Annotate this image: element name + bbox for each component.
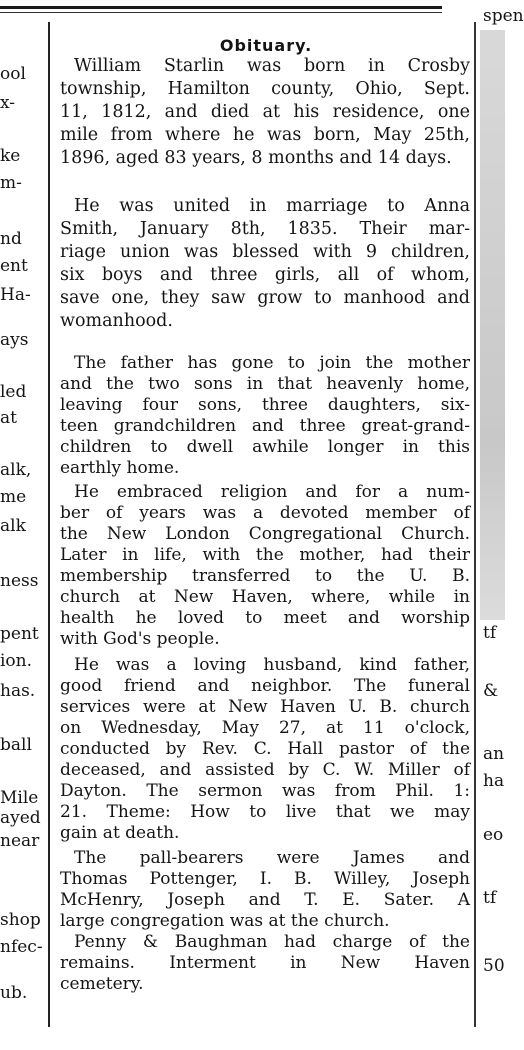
article-line: Penny & Baughman had charge of the [74, 932, 470, 952]
left-column-fragment: nd [0, 229, 22, 249]
top-rule-thin [0, 12, 442, 13]
article-line: church at New Haven, where, while in [60, 587, 470, 607]
left-column-fragment: ness [0, 571, 39, 591]
article-line: womanhood. [60, 311, 173, 331]
article-line: mile from where he was born, May 25th, [60, 125, 470, 145]
article-paragraph [60, 198, 470, 336]
article-line: teen grandchildren and three great-grand- [60, 416, 470, 436]
left-column-fragment: at [0, 408, 17, 428]
left-column-fragment: x- [0, 93, 16, 113]
left-column-fragment: Mile [0, 788, 39, 808]
article-paragraph [60, 58, 470, 173]
right-column-fragment: tf [483, 888, 497, 908]
article-line: 21. Theme: How to live that we may [60, 802, 470, 822]
article-line: and the two sons in that heavenly home, [60, 374, 470, 394]
right-column-fragment: eo [483, 825, 504, 845]
left-column-fragment: ayed [0, 808, 41, 828]
article-line: McHenry, Joseph and T. E. Sater. A [60, 890, 470, 910]
article-line: membership transferred to the U. B. [60, 566, 470, 586]
article-line: riage union was blessed with 9 children, [60, 242, 470, 262]
right-column-fragment: spen [483, 6, 524, 26]
article-line: Smith, January 8th, 1835. Their mar- [60, 219, 470, 239]
article-line: The father has gone to join the mother [74, 353, 470, 373]
right-column-fragment: an [483, 744, 505, 764]
top-rule [0, 6, 442, 9]
right-column-fragment: tf [483, 623, 497, 643]
article-line: large congregation was at the church. [60, 911, 390, 931]
article-line: the New London Congregational Church. [60, 524, 470, 544]
article-line: save one, they saw grow to manhood and [60, 288, 470, 308]
right-column-rule [474, 22, 476, 1027]
left-column-fragment: led [0, 382, 27, 402]
article-line: 11, 1812, and died at his residence, one [60, 102, 470, 122]
article-line: ber of years was a devoted member of [60, 503, 470, 523]
article-line: remains. Interment in New Haven [60, 953, 470, 973]
article-line: six boys and three girls, all of whom, [60, 265, 470, 285]
article-title: Obituary. [219, 36, 313, 55]
left-column-fragment: ays [0, 330, 29, 350]
left-column-fragment: ool [0, 64, 26, 84]
left-column-fragment: ball [0, 735, 32, 755]
article-line: with God's people. [60, 629, 220, 649]
article-paragraph [60, 657, 470, 846]
left-column-fragment: has. [0, 681, 36, 701]
article-line: 1896, aged 83 years, 8 months and 14 days. [60, 148, 452, 168]
article-line: earthly home. [60, 458, 180, 478]
adjacent-photo-fragment [480, 30, 505, 620]
article-paragraph [60, 850, 470, 934]
left-column-fragment: Ha- [0, 285, 31, 305]
article-line: health he loved to meet and worship [60, 608, 470, 628]
article-line: deceased, and assisted by C. W. Miller of [60, 760, 470, 780]
article-line: He embraced religion and for a num- [74, 482, 470, 502]
article-line: services were at New Haven U. B. church [60, 697, 470, 717]
article-line: conducted by Rev. C. Hall pastor of the [60, 739, 470, 759]
article-paragraph [60, 355, 470, 481]
article-line: The pall-bearers were James and [74, 848, 470, 868]
left-column-fragment: nfec- [0, 937, 43, 957]
left-column-fragment: pent [0, 624, 39, 644]
article-line: good friend and neighbor. The funeral [60, 676, 470, 696]
article-line: Later in life, with the mother, had their [60, 545, 470, 565]
left-column-fragment: ub. [0, 983, 28, 1003]
article-line: children to dwell awhile longer in this [60, 437, 470, 457]
article-line: leaving four sons, three daughters, six- [60, 395, 470, 415]
left-column-fragment: alk, [0, 460, 32, 480]
article-line: He was a loving husband, kind father, [74, 655, 470, 675]
article-line: William Starlin was born in Crosby [74, 56, 470, 76]
right-column-fragment: & [483, 681, 499, 701]
article-line: township, Hamilton county, Ohio, Sept. [60, 79, 470, 99]
article-line: on Wednesday, May 27, at 11 o'clock, [60, 718, 470, 738]
left-column-fragment: me [0, 487, 27, 507]
article-line: gain at death. [60, 823, 180, 843]
article-paragraph [60, 934, 470, 997]
left-column-fragment: ent [0, 256, 28, 276]
article-line: Thomas Pottenger, I. B. Willey, Joseph [60, 869, 470, 889]
left-column-fragment: ke [0, 146, 21, 166]
left-column-fragment: ion. [0, 651, 33, 671]
article-line: He was united in marriage to Anna [74, 196, 470, 216]
left-column-fragment: alk [0, 516, 26, 536]
right-column-fragment: ha [483, 771, 505, 791]
article-line: Dayton. The sermon was from Phil. 1: [60, 781, 470, 801]
right-column-fragment: 50 [483, 956, 505, 976]
left-column-fragment: near [0, 831, 40, 851]
left-column-rule [48, 22, 50, 1027]
left-column-fragment: m- [0, 173, 22, 193]
article-line: cemetery. [60, 974, 144, 994]
article-paragraph [60, 484, 470, 652]
left-column-fragment: shop [0, 910, 41, 930]
